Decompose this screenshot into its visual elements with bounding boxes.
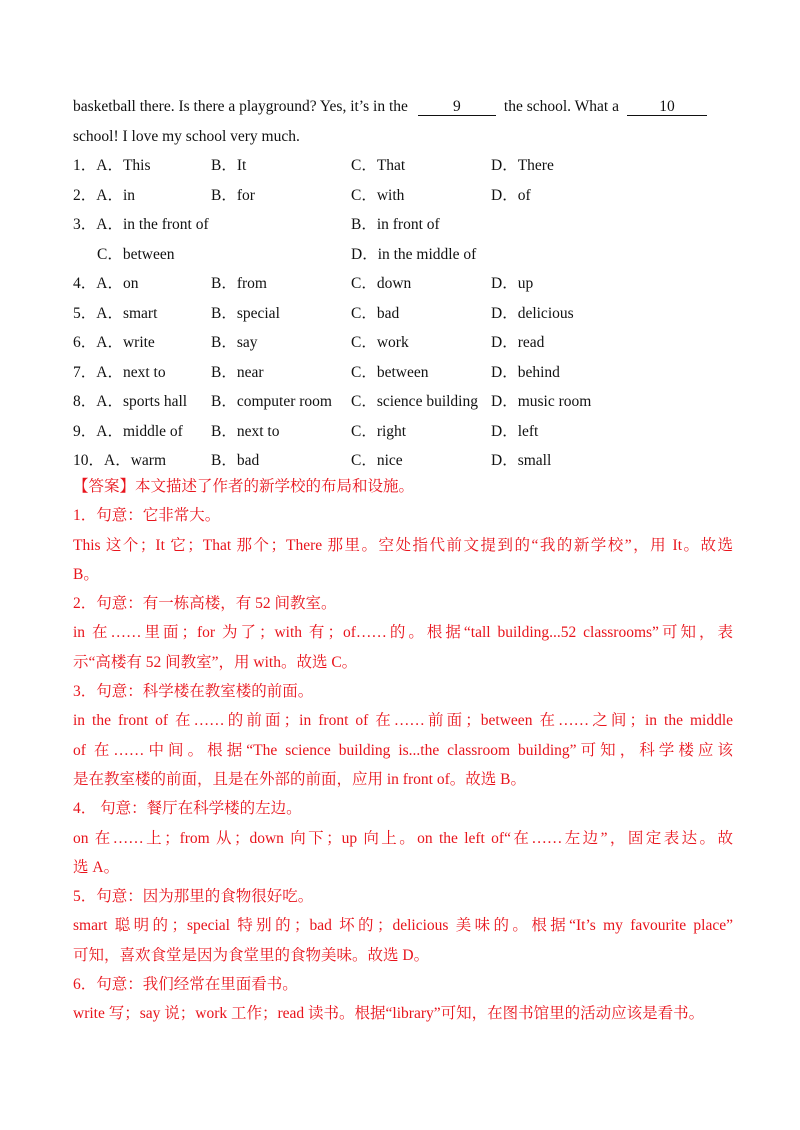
option-a: A．in the front of — [96, 216, 209, 233]
option-a: A．sports hall — [96, 393, 188, 410]
answer-1-text: B。 — [73, 565, 99, 583]
question-section — [73, 92, 733, 476]
answer-3-text: of 在……中间。根据“The science building is...the classroom building”可知，科学楼应该 — [73, 741, 733, 759]
question-4: 4．A．on B．from C．down D．up — [73, 269, 733, 299]
option-d: D．in the middle of — [351, 245, 477, 263]
option-c: C．between — [351, 363, 429, 381]
answer-3-text: 是在教室楼的前面，且是在外部的前面，应用 in front of。故选 B。 — [73, 770, 526, 788]
option-a: A．smart — [96, 304, 158, 322]
option-c: C．nice — [351, 452, 403, 469]
option-a: A．write — [96, 334, 155, 351]
question-3: 3．A．in the front of B．in front of — [73, 210, 733, 240]
blank-9: 9 — [418, 98, 496, 116]
answer-4-title: 4． 句意：餐厅在科学楼的左边。 — [73, 800, 302, 818]
question-9: 9．A．middle of B．next to C．right D．left — [73, 417, 733, 447]
answer-header: 【答案】本文描述了作者的新学校的布局和设施。 — [73, 478, 415, 495]
passage-line-1 — [73, 92, 733, 122]
option-d: D．read — [491, 334, 545, 351]
question-5: 5．A．smart B．special C．bad D．delicious — [73, 299, 733, 329]
answer-2-text: in 在……里面；for 为了；with 有；of……的。根据“tall building...52 classrooms”可知，表 — [73, 624, 733, 642]
answer-3-title: 3．句意：科学楼在教室楼的前面。 — [73, 683, 314, 701]
question-6: 6．A．write B．say C．work D．read — [73, 328, 733, 358]
answer-5-title: 5．句意：因为那里的食物很好吃。 — [73, 888, 314, 906]
answer-4-text: on 在……上；from 从；down 向下；up 向上。on the left of“在……左边”，固定表达。故 — [73, 829, 733, 847]
option-b: B．It — [211, 157, 247, 174]
option-a: A．in — [96, 186, 136, 204]
option-c: C．with — [351, 186, 405, 204]
option-c: C．between — [97, 245, 175, 263]
question-8: 8．A．sports hall B．computer room C．science building D．music room — [73, 387, 733, 417]
option-c: C．bad — [351, 304, 400, 322]
passage-text: the school. What a — [503, 98, 619, 115]
option-b: B．for — [211, 186, 255, 204]
option-b: B．special — [211, 304, 280, 322]
answer-5-text: smart 聪明的；special 特别的；bad 坏的；delicious 美味的。根据“It’s my favourite place” — [73, 917, 733, 935]
answer-1-title: 1．句意：它非常大。 — [73, 507, 221, 525]
option-c: C．down — [351, 275, 412, 292]
option-b: B．from — [211, 275, 267, 292]
question-1: 1．A．This B．It C．That D．There — [73, 151, 733, 181]
blank-10: 10 — [627, 98, 707, 116]
option-c: C．work — [351, 334, 409, 351]
option-a: A．warm — [104, 452, 167, 469]
option-d: D．music room — [491, 393, 592, 410]
question-10: 10．A．warm B．bad C．nice D．small — [73, 446, 733, 476]
answer-5-text: 可知，喜欢食堂是因为食堂里的食物美味。故选 D。 — [73, 946, 430, 964]
option-a: A．on — [96, 275, 139, 292]
answer-6-text: write 写；say 说；work 工作；read 读书。根据“library”可知，在图书馆里的活动应该是看书。 — [73, 1005, 705, 1023]
option-d: D．left — [491, 422, 539, 440]
option-d: D．small — [491, 452, 552, 469]
option-b: B．in front of — [351, 216, 440, 233]
option-a: A．next to — [96, 363, 166, 381]
passage-line-2: school! I love my school very much. — [73, 127, 300, 145]
option-b: B．say — [211, 334, 258, 351]
option-a: A．This — [96, 157, 151, 174]
answer-2-text: 示“高楼有 52 间教室”，用 with。故选 C。 — [73, 653, 358, 671]
option-a: A．middle of — [96, 422, 183, 440]
option-d: D．behind — [491, 363, 560, 381]
option-d: D．delicious — [491, 304, 574, 322]
answer-2-title: 2．句意：有一栋高楼，有 52 间教室。 — [73, 595, 337, 613]
question-3-row-2 — [73, 240, 733, 270]
option-d: D．up — [491, 275, 534, 292]
answer-section — [73, 472, 733, 1029]
option-b: B．next to — [211, 422, 280, 440]
answer-4-text: 选 A。 — [73, 858, 120, 876]
question-2: 2．A．in B．for C．with D．of — [73, 181, 733, 211]
answer-1-text: This 这个；It 它；That 那个；There 那里。空处指代前文提到的“我的新学校”，用 It。故选 — [73, 536, 733, 554]
option-b: B．computer room — [211, 393, 332, 410]
option-d: D．There — [491, 157, 554, 174]
option-c: C．right — [351, 422, 407, 440]
option-b: B．near — [211, 363, 264, 381]
option-c: C．science building — [351, 393, 478, 410]
option-b: B．bad — [211, 452, 260, 469]
question-7: 7．A．next to B．near C．between D．behind — [73, 358, 733, 388]
passage-text: basketball there. Is there a playground? Yes, it’s in the — [73, 98, 408, 115]
option-d: D．of — [491, 186, 531, 204]
answer-3-text: in the front of 在……的前面；in front of 在……前面；between 在……之间；in the middle — [73, 712, 733, 730]
answer-6-title: 6．句意：我们经常在里面看书。 — [73, 976, 298, 994]
option-c: C．That — [351, 157, 406, 174]
